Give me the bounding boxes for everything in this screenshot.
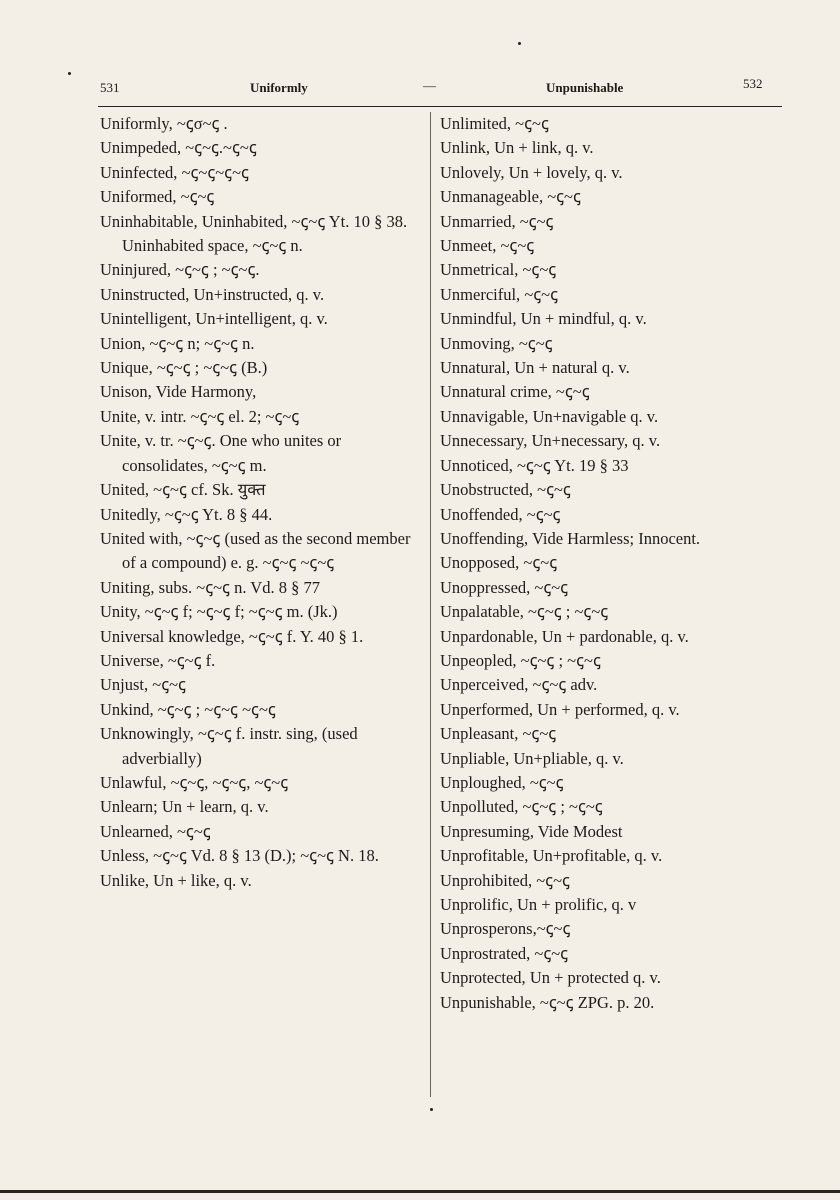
- right-column: [440, 112, 770, 1015]
- entry-definition: ~ꞔ~ꞔ ; ~ꞔ~ꞔ (B.): [152, 358, 268, 378]
- entry-headword: Universal knowledge,: [100, 626, 245, 646]
- entry-headword: Unlawful,: [100, 772, 167, 792]
- dictionary-entry: [440, 747, 770, 771]
- dictionary-entry: [440, 893, 770, 917]
- entry-definition: ~ꞔ~ꞔ.~ꞔ~ꞔ: [181, 138, 257, 158]
- entry-headword: Uniformed,: [100, 187, 177, 207]
- entry-headword: Unperceived,: [440, 675, 529, 695]
- entry-headword: Unploughed,: [440, 772, 526, 792]
- dictionary-entry: [100, 161, 425, 185]
- entry-headword: Unjust,: [100, 675, 149, 695]
- entry-headword: Unmanageable,: [440, 187, 544, 207]
- dictionary-entry: [100, 820, 425, 844]
- print-speck: [68, 72, 71, 75]
- dictionary-entry: [440, 527, 770, 551]
- entry-headword: Unpunishable,: [440, 992, 536, 1012]
- dictionary-entry: [100, 649, 425, 673]
- entry-definition: ~ꞔ~ꞔ: [536, 919, 571, 939]
- entry-definition: Un+profitable, q. v.: [528, 846, 663, 866]
- entry-definition: ~ꞔ~ꞔ: [530, 943, 569, 963]
- entry-definition: subs. ~ꞔ~ꞔ n. Vd. 8 § 77: [154, 577, 320, 597]
- entry-definition: ~ꞔ~ꞔ ; ~ꞔ~ꞔ: [516, 650, 601, 670]
- entry-definition: Un+necessary, q. v.: [527, 431, 661, 451]
- dictionary-entry: [440, 673, 770, 697]
- entry-definition: ~ꞔ~ꞔ f.: [163, 650, 216, 670]
- entry-definition: ~ꞔ~ꞔ Yt. 19 § 33: [512, 455, 629, 475]
- dictionary-entry: [440, 942, 770, 966]
- running-header: [100, 76, 780, 100]
- dictionary-entry: [100, 771, 425, 795]
- entry-definition: ~ꞔ~ꞔ: [522, 504, 561, 524]
- entry-definition: ~ꞔ~ꞔ f. instr. sing, (used adverbially): [122, 724, 358, 768]
- dictionary-entry: [440, 161, 770, 185]
- dictionary-entry: [100, 429, 425, 478]
- entry-headword: Unity,: [100, 602, 141, 622]
- entry-definition: Un+instructed, q. v.: [189, 284, 325, 304]
- entry-headword: Unlimited,: [440, 114, 512, 133]
- dictionary-entry: [100, 844, 425, 868]
- entry-headword: Uniting,: [100, 577, 155, 597]
- entry-headword: Unpardonable,: [440, 626, 538, 646]
- entry-headword: Uninfected,: [100, 162, 178, 182]
- entry-definition: ~ꞔ~ꞔ: [520, 284, 559, 304]
- header-rule: [98, 106, 782, 107]
- dictionary-entry: [440, 112, 770, 136]
- column-divider: [430, 112, 431, 1097]
- entry-definition: ~ꞔ~ꞔ: [172, 821, 211, 841]
- entry-definition: ~ꞔ~ꞔ, ~ꞔ~ꞔ, ~ꞔ~ꞔ: [166, 772, 289, 792]
- entry-definition: Vide Harmony,: [151, 382, 257, 402]
- dictionary-entry: [440, 820, 770, 844]
- dictionary-entry: [100, 625, 425, 649]
- dictionary-entry: [100, 185, 425, 209]
- entry-definition: Un + protected q. v.: [525, 968, 661, 988]
- dictionary-entry: [440, 844, 770, 868]
- header-title-right: Unpunishable: [546, 80, 624, 95]
- entry-definition: ~ꞔ~ꞔ: [532, 870, 570, 890]
- entry-definition: ~ꞔ~ꞔ~ꞔ~ꞔ: [177, 162, 249, 182]
- dictionary-entry: [440, 551, 770, 575]
- entry-headword: Unite,: [100, 431, 141, 451]
- entry-headword: Unique,: [100, 358, 153, 378]
- entry-definition: Un + pardonable, q. v.: [537, 626, 689, 646]
- entry-headword: Unimpeded,: [100, 138, 182, 158]
- dictionary-entry: [100, 673, 425, 697]
- dictionary-entry: [440, 332, 770, 356]
- entry-definition: ~ꞔ~ꞔ adv.: [528, 675, 598, 695]
- entry-headword: Unopposed,: [440, 553, 520, 573]
- entry-headword: Unlink,: [440, 138, 490, 158]
- entry-definition: ~ꞔ~ꞔ Yt. 10 § 38. Uninhabited space, ~ꞔ~ꞔ n.: [122, 211, 408, 256]
- entry-definition: Un + learn, q. v.: [157, 797, 269, 817]
- entry-definition: ~ꞔ~ꞔ: [496, 236, 535, 256]
- entry-definition: Un+pliable, q. v.: [509, 748, 624, 768]
- entry-definition: ~ꞔ~ꞔ: [551, 382, 590, 402]
- entry-headword: Uninhabitable, Uninhabited,: [100, 211, 288, 231]
- entry-definition: ~ꞔ~ꞔ Vd. 8 § 13 (D.); ~ꞔ~ꞔ N. 18.: [149, 846, 379, 866]
- entry-headword: Unmindful,: [440, 309, 517, 329]
- print-speck: [518, 42, 521, 45]
- bottom-edge: [0, 1190, 840, 1193]
- dictionary-entry: [440, 405, 770, 429]
- dictionary-entry: [440, 307, 770, 331]
- entry-definition: Un + lovely, q. v.: [504, 162, 623, 182]
- dictionary-entry: [100, 576, 425, 600]
- entry-headword: Unpeopled,: [440, 650, 517, 670]
- dictionary-entry: [440, 966, 770, 990]
- entry-headword: Unlike,: [100, 870, 150, 890]
- entry-headword: Unnatural,: [440, 358, 511, 378]
- dictionary-entry: [440, 917, 770, 941]
- dictionary-entry: [440, 234, 770, 258]
- entry-definition: ~ꞔ~ꞔ: [519, 553, 558, 573]
- entry-headword: Unprosperons,: [440, 919, 537, 939]
- dictionary-entry: [440, 380, 770, 404]
- entry-headword: Unobstructed,: [440, 480, 534, 500]
- header-title-left: Uniformly: [250, 80, 308, 95]
- entry-headword: Universe,: [100, 650, 164, 670]
- entry-definition: ~ꞔ~ꞔ (used as the second member of a compound) e. g. ~ꞔ~ꞔ ~ꞔ~ꞔ: [122, 528, 411, 573]
- entry-headword: United,: [100, 480, 150, 500]
- dictionary-entry: [100, 210, 425, 259]
- entry-definition: ~ꞔ~ꞔ: [514, 333, 553, 353]
- entry-definition: ~ꞔ~ꞔ: [518, 260, 557, 280]
- entry-headword: Unknowingly,: [100, 724, 194, 744]
- entry-definition: Un + like, q. v.: [149, 870, 252, 890]
- dictionary-entry: [100, 405, 425, 429]
- dictionary-entry: [440, 136, 770, 160]
- header-separator: —: [423, 78, 436, 93]
- dictionary-entry: [100, 258, 425, 282]
- entry-headword: Unpalatable,: [440, 602, 524, 622]
- entry-headword: Unoffending,: [440, 528, 529, 548]
- page-number-left: 531: [100, 80, 120, 95]
- entry-headword: Unnoticed,: [440, 455, 513, 475]
- dictionary-entry: [440, 698, 770, 722]
- entry-definition: ~ꞔ~ꞔ Yt. 8 § 44.: [160, 504, 273, 524]
- entry-headword: Unprohibited,: [440, 870, 533, 890]
- dictionary-entry: [440, 649, 770, 673]
- dictionary-entry: [440, 722, 770, 746]
- entry-headword: Unprolific,: [440, 895, 513, 914]
- entry-definition: ~ꞔ~ꞔ: [515, 211, 554, 231]
- entry-headword: Unpolluted,: [440, 797, 519, 817]
- entry-headword: Unmetrical,: [440, 260, 519, 280]
- entry-definition: ~ꞔ~ꞔ: [518, 724, 557, 744]
- entry-headword: Unnavigable,: [440, 406, 529, 426]
- entry-definition: ~ꞔ~ꞔ ; ~ꞔ~ꞔ: [518, 797, 603, 817]
- dictionary-entry: [440, 771, 770, 795]
- entry-headword: Unperformed,: [440, 699, 534, 719]
- entry-definition: Un + performed, q. v.: [533, 699, 680, 719]
- entry-definition: Vide Modest: [533, 821, 623, 841]
- dictionary-entry: [440, 503, 770, 527]
- dictionary-entry: [100, 332, 425, 356]
- entry-headword: Unite,: [100, 406, 141, 426]
- entry-headword: Unlearned,: [100, 821, 173, 841]
- dictionary-entry: [100, 380, 425, 404]
- entry-definition: ~ꞔ~ꞔ: [533, 480, 571, 500]
- dictionary-entry: [100, 283, 425, 307]
- entry-headword: Unoppressed,: [440, 577, 531, 597]
- entry-headword: Unmoving,: [440, 333, 515, 353]
- dictionary-entry: [440, 429, 770, 453]
- entry-headword: Unlearn;: [100, 797, 158, 817]
- dictionary-entry: [100, 600, 425, 624]
- dictionary-entry: [440, 454, 770, 478]
- entry-headword: Unnecessary,: [440, 431, 528, 451]
- entry-headword: Unitedly,: [100, 504, 161, 524]
- print-speck: [430, 1108, 433, 1111]
- dictionary-entry: [100, 136, 425, 160]
- entry-headword: Unintelligent,: [100, 309, 192, 329]
- entry-definition: Un + mindful, q. v.: [516, 309, 647, 329]
- entry-definition: v. intr. ~ꞔ~ꞔ el. 2; ~ꞔ~ꞔ: [140, 406, 300, 426]
- dictionary-entry: [100, 698, 425, 722]
- dictionary-entry: [100, 795, 425, 819]
- dictionary-entry: [100, 527, 425, 576]
- entry-headword: Unmarried,: [440, 211, 516, 231]
- entry-definition: Un+navigable q. v.: [528, 406, 659, 426]
- entry-definition: ~ꞔ~ꞔ: [176, 187, 215, 207]
- entry-definition: ~ꞔ~ꞔ f; ~ꞔ~ꞔ f; ~ꞔ~ꞔ m. (Jk.): [140, 602, 338, 622]
- entry-definition: ~ꞔ~ꞔ ZPG. p. 20.: [535, 992, 655, 1012]
- dictionary-entry: [440, 600, 770, 624]
- entry-headword: Unprostrated,: [440, 943, 531, 963]
- entry-headword: Unmerciful,: [440, 284, 521, 304]
- entry-definition: Un+intelligent, q. v.: [191, 309, 328, 329]
- dictionary-entry: [440, 185, 770, 209]
- page-number-right: 532: [743, 76, 763, 91]
- entry-definition: ~ꞔ~ꞔ: [511, 114, 549, 133]
- dictionary-entry: [440, 478, 770, 502]
- entry-definition: v. tr. ~ꞔ~ꞔ. One who unites or consolidates, ~ꞔ~ꞔ m.: [122, 431, 342, 475]
- entry-headword: Unprofitable,: [440, 846, 529, 866]
- dictionary-entry: [100, 503, 425, 527]
- entry-definition: ~ꞔ~ꞔ cf. Sk. युक्त: [149, 480, 266, 500]
- entry-definition: Vide Harmless; Innocent.: [528, 528, 701, 548]
- dictionary-entry: [100, 112, 425, 136]
- entry-headword: United with,: [100, 528, 183, 548]
- entry-definition: ~ꞔ~ꞔ: [148, 675, 186, 695]
- dictionary-entry: [100, 869, 425, 893]
- left-column: [100, 112, 425, 893]
- dictionary-entry: [100, 722, 425, 771]
- entry-definition: ~ꞔ~ꞔ ; ~ꞔ~ꞔ ~ꞔ~ꞔ: [153, 699, 276, 719]
- entry-headword: Unmeet,: [440, 236, 497, 256]
- entry-headword: Uninstructed,: [100, 284, 190, 304]
- entry-headword: Unkind,: [100, 699, 154, 719]
- entry-headword: Uniformly,: [100, 114, 173, 133]
- entry-headword: Unnatural crime,: [440, 382, 552, 402]
- dictionary-entry: [100, 356, 425, 380]
- dictionary-entry: [440, 625, 770, 649]
- entry-definition: ~ꞔ~ꞔ: [525, 772, 564, 792]
- entry-headword: Unlovely,: [440, 162, 505, 182]
- entry-definition: ~ꞔ~ꞔ ; ~ꞔ~ꞔ.: [171, 260, 260, 280]
- entry-definition: ⁠~ꞔσ~ꞔ .: [172, 114, 228, 133]
- dictionary-entry: [100, 478, 425, 502]
- entry-definition: ~ꞔ~ꞔ: [530, 577, 569, 597]
- entry-headword: Union,: [100, 333, 146, 353]
- dictionary-entry: [440, 356, 770, 380]
- entry-headword: Uninjured,: [100, 260, 172, 280]
- entry-headword: Unpleasant,: [440, 724, 519, 744]
- entry-definition: ~ꞔ~ꞔ ; ~ꞔ~ꞔ: [523, 602, 609, 622]
- entry-headword: Unison,: [100, 382, 152, 402]
- entry-definition: ~ꞔ~ꞔ f. Y. 40 § 1.: [244, 626, 364, 646]
- entry-headword: Unless,: [100, 846, 150, 866]
- dictionary-entry: [440, 283, 770, 307]
- entry-headword: Unpresuming,: [440, 821, 534, 841]
- dictionary-entry: [440, 576, 770, 600]
- entry-definition: Un + link, q. v.: [489, 138, 594, 158]
- dictionary-entry: [440, 869, 770, 893]
- entry-definition: ~ꞔ~ꞔ: [543, 187, 581, 207]
- dictionary-entry: [100, 307, 425, 331]
- dictionary-entry: [440, 210, 770, 234]
- entry-headword: Unpliable,: [440, 748, 510, 768]
- dictionary-entry: [440, 258, 770, 282]
- entry-definition: Un + natural q. v.: [510, 358, 630, 378]
- entry-definition: ~ꞔ~ꞔ n; ~ꞔ~ꞔ n.: [145, 333, 255, 353]
- entry-definition: Un + prolific, q. v: [512, 895, 637, 914]
- entry-headword: Unprotected,: [440, 968, 526, 988]
- dictionary-entry: [440, 991, 770, 1015]
- entry-headword: Unoffended,: [440, 504, 523, 524]
- dictionary-entry: [440, 795, 770, 819]
